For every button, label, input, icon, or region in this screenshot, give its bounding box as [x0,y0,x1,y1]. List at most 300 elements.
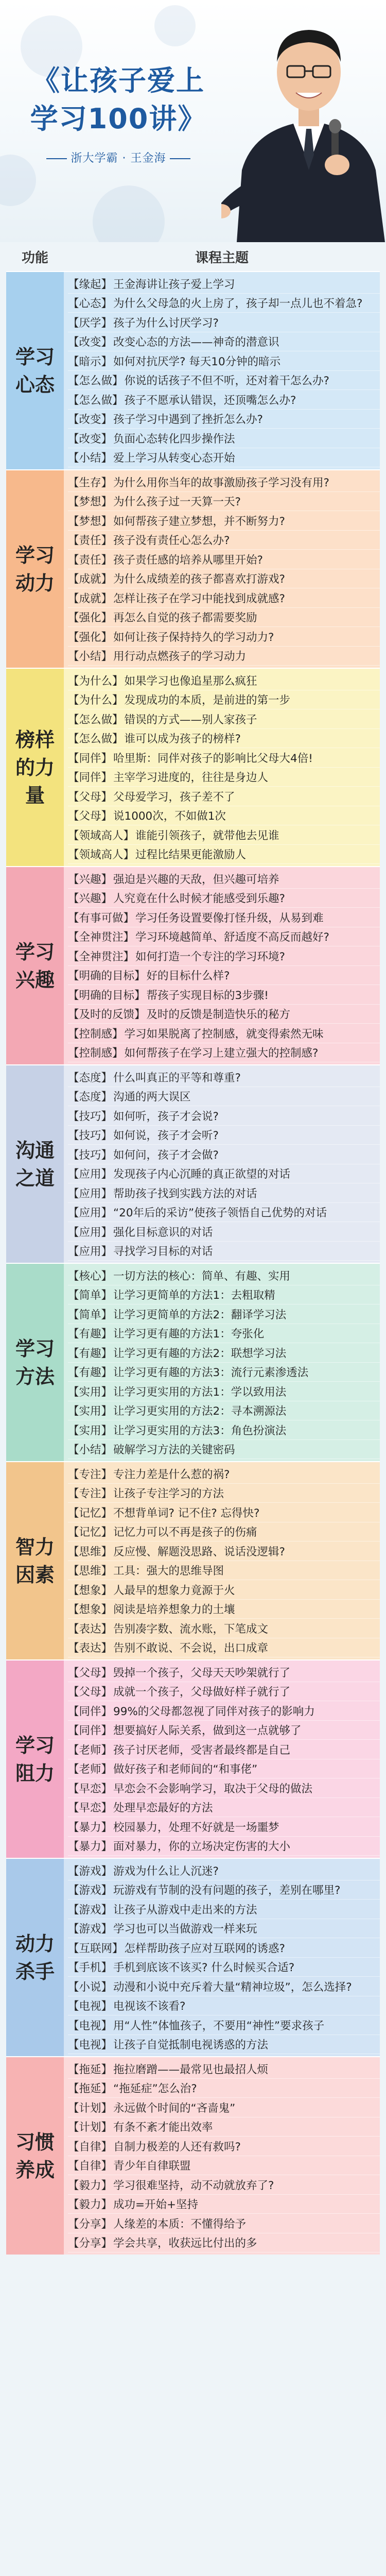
topic-text: 告别凑字数、流水账，下笔成文 [113,1622,269,1636]
section-rows [64,867,380,1064]
topic-row [68,1919,380,1939]
topic-text: 好的目标什么样? [146,970,230,983]
topic-tag: 【有趣】 [68,1328,113,1341]
topic-text: 一切方法的核心：简单、有趣、实用 [113,1269,291,1283]
topic-tag: 【生存】 [68,476,113,489]
topic-text: 不想背单词? 记不住? 忘得快? [113,1506,260,1520]
topic-text: 成就一个孩子，父母做好样子就行了 [113,1686,291,1699]
topic-row [68,2195,380,2214]
topic-tag: 【态度】 [68,1091,113,1104]
topic-row [68,2137,380,2156]
topic-tag: 【怎么做】 [68,394,124,407]
topic-text: 让学习更有趣的方法3：流行元素渗透法 [113,1366,309,1380]
topic-tag: 【父母】 [68,790,113,804]
topic-tag: 【同伴】 [68,771,113,785]
topic-row [68,825,380,845]
topic-tag: 【拖延】 [68,2063,113,2076]
topic-row [68,729,380,749]
topic-row [68,1164,380,1184]
topic-row [68,1561,380,1581]
topic-row [68,1043,380,1063]
topic-row [68,2233,380,2253]
topic-row [68,313,380,332]
section-9 [6,2056,380,2255]
topic-text: 学会共享，收获远比付出的多 [113,2237,257,2250]
topic-row [68,671,380,690]
topic-text: 让孩子从游戏中走出来的方法 [113,1903,257,1917]
section-1 [6,469,380,668]
topic-row [68,2156,380,2176]
topic-text: 成功=开始+坚持 [113,2198,199,2212]
topic-text: 让学习更简单的方法2：翻译学习法 [113,1308,287,1321]
topic-tag: 【及时的反馈】 [68,1008,146,1022]
section-label-text: 学习方法 [15,1337,55,1388]
topic-row [68,647,380,666]
topic-text: 学习很难坚持，动不动就放弃了? [113,2179,274,2192]
topic-text: 让学习更简单的方法1：去粗取精 [113,1289,275,1302]
topic-tag: 【简单】 [68,1308,113,1321]
section-label [6,2057,64,2255]
topic-text: 有条不紊才能出效率 [113,2121,213,2134]
topic-row [68,1304,380,1324]
topic-tag: 【分享】 [68,2237,113,2250]
topic-row [68,748,380,768]
topic-tag: 【应用】 [68,1187,113,1200]
section-4 [6,1064,380,1263]
topic-tag: 【控制感】 [68,1027,124,1041]
topic-row [68,1183,380,1203]
topic-tag: 【游戏】 [68,1923,113,1936]
section-rows [64,1065,380,1263]
topic-tag: 【责任】 [68,553,113,567]
topic-row [68,1440,380,1460]
topic-tag: 【小结】 [68,650,113,664]
topic-tag: 【梦想】 [68,496,113,509]
topic-tag: 【缘起】 [68,278,113,291]
topic-tag: 【有趣】 [68,1366,113,1380]
topic-row [68,1484,380,1503]
topic-tag: 【手机】 [68,1961,113,1975]
section-6 [6,1461,380,1659]
topic-tag: 【游戏】 [68,1903,113,1917]
topic-tag: 【同伴】 [68,752,113,765]
topic-tag: 【父母】 [68,810,113,823]
topic-row [68,1600,380,1619]
topic-tag: 【技巧】 [68,1148,113,1162]
topic-tag: 【游戏】 [68,1884,113,1897]
section-8 [6,1858,380,2056]
topic-row [68,1363,380,1382]
topic-text: 为什么父母急的火上房了，孩子却一点儿也不着急? [113,297,363,311]
topic-text: 孩子不愿承认错误，还顶嘴怎么办? [124,394,296,407]
topic-text: 让学习更有趣的方法1：夸张化 [113,1328,265,1341]
topic-tag: 【小结】 [68,1444,113,1457]
section-label [6,1462,64,1659]
topic-row [68,889,380,908]
topic-text: 说1000次，不如做1次 [113,810,226,823]
topic-text: 早恋会不会影响学习，取决于父母的做法 [113,1782,313,1795]
topic-row [68,2035,380,2055]
topic-text: 强迫是兴趣的天敌，但兴趣可培养 [113,873,279,886]
topic-row [68,1880,380,1900]
topic-row [68,1324,380,1344]
topic-row [68,1619,380,1638]
topic-tag: 【游戏】 [68,1865,113,1878]
topic-tag: 【想象】 [68,1584,113,1597]
topic-row [68,1067,380,1087]
topic-text: 帮助孩子找到实践方法的对话 [113,1187,257,1200]
topic-row [68,531,380,550]
topic-row [68,1798,380,1818]
topic-text: 工具：强大的思维导图 [113,1565,224,1578]
topic-row [68,1106,380,1126]
topic-tag: 【改变】 [68,413,113,427]
topic-tag: 【心态】 [68,297,113,311]
topic-tag: 【兴趣】 [68,892,113,906]
topic-tag: 【小结】 [68,452,113,465]
topic-tag: 【技巧】 [68,1110,113,1123]
topic-tag: 【全神贯注】 [68,931,135,944]
topic-row [68,371,380,391]
topic-tag: 【怎么做】 [68,375,124,388]
section-label [6,1859,64,2056]
topic-tag: 【早恋】 [68,1782,113,1795]
topic-tag: 【同伴】 [68,1724,113,1738]
topic-tag: 【领域高人】 [68,849,135,862]
topic-row [68,569,380,589]
topic-row [68,2175,380,2195]
topic-tag: 【暴力】 [68,1821,113,1834]
topic-tag: 【早恋】 [68,1802,113,1815]
topic-text: 让学习更实用的方法1：学以致用法 [113,1385,287,1399]
topic-tag: 【改变】 [68,432,113,446]
section-label-text: 榜样的力量 [15,728,55,807]
topic-tag: 【应用】 [68,1226,113,1239]
topic-row [68,1087,380,1107]
speaker-subtitle: 浙大学霸 · 王金海 [41,149,196,165]
topic-text: 学习也可以当做游戏一样来玩 [113,1923,257,1936]
section-3 [6,866,380,1064]
presenter-photo [221,0,386,242]
course-table [6,242,380,2255]
topic-row [68,2079,380,2098]
topic-text: 专注力差是什么惹的祸? [113,1468,230,1481]
topic-text: 如何帮孩子建立梦想，并不断努力? [113,515,285,528]
course-title [15,62,221,138]
topic-text: 面对暴力，你的立场决定伤害的大小 [113,1840,291,1854]
topic-row [68,1382,380,1401]
topic-text: 让学习更有趣的方法2：联想学习法 [113,1347,287,1360]
topic-text: 爱上学习从转变心态开始 [113,452,235,465]
topic-tag: 【实用】 [68,1385,113,1399]
topic-text: 阅读是培养想象力的土壤 [113,1603,235,1617]
topic-text: 用行动点燃孩子的学习动力 [113,650,247,664]
topic-text: 游戏为什么让人沉迷? [113,1865,219,1878]
topic-tag: 【思维】 [68,1545,113,1558]
topic-text: 让学习更实用的方法3：角色扮演法 [113,1424,287,1437]
topic-text: 孩子责任感的培养从哪里开始? [113,553,263,567]
topic-tag: 【表达】 [68,1622,113,1636]
section-label [6,1065,64,1263]
topic-tag: 【老师】 [68,1743,113,1757]
topic-row [68,1126,380,1145]
topic-text: 破解学习方法的关键密码 [113,1444,235,1457]
topic-text: 谁可以成为孩子的榜样? [124,733,241,746]
topic-tag: 【为什么】 [68,694,124,707]
section-label [6,1660,64,1858]
section-label [6,272,64,469]
topic-tag: 【电视】 [68,2000,113,2013]
topic-text: 父母爱学习，孩子差不了 [113,790,235,804]
topic-text: 让孩子专注学习的方法 [113,1487,224,1501]
topic-text: 自制力极差的人还有救吗? [113,2140,241,2154]
topic-text: 毁掉一个孩子，父母天天吵架就行了 [113,1666,291,1680]
topic-tag: 【自律】 [68,2160,113,2173]
section-rows [64,1859,380,2056]
topic-tag: 【表达】 [68,1642,113,1655]
topic-text: 处理早恋最好的方法 [113,1802,213,1815]
topic-row [68,1343,380,1363]
topic-tag: 【电视】 [68,2039,113,2052]
topic-tag: 【为什么】 [68,674,124,688]
topic-row [68,690,380,710]
topic-row [68,1778,380,1798]
section-label-text: 动力杀手 [15,1932,55,1983]
topic-row [68,869,380,889]
topic-tag: 【怎么做】 [68,733,124,746]
topic-row [68,429,380,448]
topic-row [68,845,380,865]
topic-row [68,1958,380,1977]
topic-row [68,1663,380,1682]
topic-row [68,492,380,512]
topic-row [68,351,380,371]
topic-text: 校园暴力，处理不好就是一场噩梦 [113,1821,279,1834]
topic-text: 永远做个时间的“吝啬鬼” [113,2102,236,2115]
topic-tag: 【自律】 [68,2140,113,2154]
topic-text: 告别不敢说、不会说，出口成章 [113,1642,269,1655]
topic-row [68,1420,380,1440]
topic-row [68,2214,380,2233]
topic-text: 拖拉磨蹭——最常见也最招人烦 [113,2063,269,2076]
topic-text: 错误的方式——别人家孩子 [124,713,257,726]
topic-tag: 【父母】 [68,1686,113,1699]
topic-tag: 【专注】 [68,1487,113,1501]
topic-text: 为什么用你当年的故事激励孩子学习没有用? [113,476,329,489]
topic-tag: 【分享】 [68,2217,113,2231]
topic-tag: 【明确的目标】 [68,970,146,983]
section-rows [64,2057,380,2255]
topic-row [68,1721,380,1740]
topic-text: 沟通的两大误区 [113,1091,191,1104]
topic-tag: 【成就】 [68,592,113,605]
topic-text: 99%的父母都忽视了同伴对孩子的影响力 [113,1705,315,1718]
topic-row [68,709,380,729]
topic-tag: 【记忆】 [68,1526,113,1539]
topic-tag: 【全神贯注】 [68,950,135,963]
topic-text: 如何对抗厌学? 每天10分钟的暗示 [113,355,281,368]
topic-row [68,1759,380,1779]
topic-tag: 【强化】 [68,631,113,644]
topic-tag: 【互联网】 [68,1942,124,1955]
topic-tag: 【毅力】 [68,2179,113,2192]
section-list [6,271,380,2255]
topic-row [68,1977,380,1996]
topic-text: 主宰学习进度的，往往是身边人 [113,771,269,785]
topic-text: 王金海讲让孩子爱上学习 [113,278,235,291]
topic-tag: 【计划】 [68,2102,113,2115]
topic-tag: 【应用】 [68,1207,113,1220]
topic-text: 如何听，孩子才会说? [113,1110,219,1123]
topic-text: 为什么成绩差的孩子都喜欢打游戏? [113,573,285,586]
topic-row [68,608,380,628]
topic-text: 电视该不该看? [113,2000,186,2013]
topic-tag: 【责任】 [68,534,113,548]
topic-text: 及时的反馈是制造快乐的秘方 [146,1008,291,1022]
topic-tag: 【强化】 [68,612,113,625]
topic-tag: 【暗示】 [68,355,113,368]
topic-text: 如何说，孩子才会听? [113,1129,219,1143]
section-rows [64,1462,380,1659]
topic-text: 帮孩子实现目标的3步骤! [146,989,269,1002]
topic-text: 强化目标意识的对话 [113,1226,213,1239]
topic-row [68,1580,380,1600]
topic-row [68,1541,380,1561]
topic-text: 让孩子自觉抵制电视诱惑的方法 [113,2039,269,2052]
topic-row [68,294,380,313]
topic-tag: 【毅力】 [68,2198,113,2212]
topic-text: 想要搞好人际关系，做到这一点就够了 [113,1724,302,1738]
topic-tag: 【同伴】 [68,1705,113,1718]
topic-text: 哈里斯：同伴对孩子的影响比父母大4倍! [113,752,313,765]
topic-row [68,1996,380,2016]
topic-text: 人最早的想象力竟源于火 [113,1584,235,1597]
topic-tag: 【思维】 [68,1565,113,1578]
topic-row [68,2059,380,2079]
topic-text: 怎样让孩子在学习中能找到成就感? [113,592,285,605]
title-line-2: 学习100讲》 [30,103,207,135]
topic-text: 记忆力可以不再是孩子的伤痛 [113,1526,257,1539]
section-label-text: 学习心态 [15,345,55,396]
topic-tag: 【控制感】 [68,1047,124,1060]
topic-text: 如何打造一个专注的学习环境? [135,950,285,963]
topic-text: 改变心态的方法——神奇的潜意识 [113,336,279,349]
topic-text: 学习如果脱离了控制感，就变得索然无味 [124,1027,324,1041]
topic-row [68,1638,380,1658]
topic-text: 怎样帮助孩子应对互联网的诱惑? [124,1942,285,1955]
topic-tag: 【专注】 [68,1468,113,1481]
section-label [6,470,64,668]
topic-text: 如果学习也像追星那么疯狂 [124,674,257,688]
topic-row [68,985,380,1005]
topic-row [68,1145,380,1164]
topic-text: 孩子为什么讨厌学习? [113,316,219,330]
topic-tag: 【简单】 [68,1289,113,1302]
topic-row [68,410,380,429]
topic-text: 青少年自律联盟 [113,2160,191,2173]
topic-text: 做好孩子和老师间的“和事佬” [113,1763,258,1776]
topic-tag: 【想象】 [68,1603,113,1617]
section-label-text: 学习阻力 [15,1734,55,1785]
topic-row [68,1401,380,1421]
topic-row [68,1024,380,1043]
topic-tag: 【拖延】 [68,2082,113,2096]
topic-row [68,550,380,569]
column-header-topic: 课程主题 [195,250,249,266]
topic-row [68,1682,380,1702]
section-rows [64,272,380,469]
topic-text: 用“人性”体恤孩子，不要用“神性”要求孩子 [113,2019,325,2032]
topic-text: 学习任务设置要像打怪升级，从易到难 [135,911,324,925]
topic-row [68,274,380,294]
section-7 [6,1659,380,1858]
topic-text: “拖延症”怎么治? [113,2082,197,2096]
topic-row [68,627,380,647]
topic-row [68,1861,380,1880]
topic-text: 为什么孩子过一天算一天? [113,496,241,509]
topic-row [68,1740,380,1759]
topic-text: 负面心态转化四步操作法 [113,432,235,446]
topic-tag: 【父母】 [68,1666,113,1680]
topic-tag: 【兴趣】 [68,873,113,886]
topic-tag: 【怎么做】 [68,713,124,726]
topic-tag: 【改变】 [68,336,113,349]
topic-text: 人缘差的本质：不懂得给予 [113,2217,247,2231]
section-label-text: 习惯养成 [15,2130,55,2181]
topic-text: 寻找学习目标的对话 [113,1245,213,1259]
topic-row [68,1266,380,1285]
topic-text: 动漫和小说中充斥着大量“精神垃圾”，怎么选择? [113,1980,352,1994]
topic-row [68,1817,380,1837]
topic-text: 手机到底该不该买? 什么时候买合适? [113,1961,295,1975]
topic-tag: 【记忆】 [68,1506,113,1520]
topic-tag: 【核心】 [68,1269,113,1283]
topic-tag: 【厌学】 [68,316,113,330]
topic-row [68,927,380,947]
topic-text: 人究竟在什么时候才能感受到乐趣? [113,892,285,906]
topic-text: 什么叫真正的平等和尊重? [113,1071,241,1084]
topic-text: 如何让孩子保持持久的学习动力? [113,631,274,644]
topic-row [68,472,380,492]
header-banner [0,0,386,242]
topic-tag: 【小说】 [68,1980,113,1994]
topic-row [68,1938,380,1958]
section-2 [6,668,380,866]
topic-row [68,448,380,468]
topic-tag: 【领域高人】 [68,829,135,842]
topic-text: 谁能引领孩子，就带他去见谁 [135,829,279,842]
topic-tag: 【应用】 [68,1168,113,1181]
topic-row [68,946,380,966]
topic-tag: 【明确的目标】 [68,989,146,1002]
topic-text: 让学习更实用的方法2：寻本溯源法 [113,1405,287,1418]
topic-text: 发现孩子内心沉睡的真正欲望的对话 [113,1168,291,1181]
topic-tag: 【暴力】 [68,1840,113,1854]
topic-row [68,806,380,826]
topic-row [68,588,380,608]
topic-row [68,332,380,352]
section-label [6,669,64,866]
topic-row [68,787,380,806]
topic-tag: 【有事可做】 [68,911,135,925]
topic-row [68,2117,380,2137]
topic-text: 再怎么自觉的孩子都需要奖励 [113,612,257,625]
topic-text: 孩子讨厌老师，受害者最终都是自己 [113,1743,291,1757]
topic-tag: 【态度】 [68,1071,113,1084]
topic-tag: 【有趣】 [68,1347,113,1360]
topic-text: 学习环境越简单、舒适度不高反而越好? [135,931,329,944]
topic-row [68,1203,380,1223]
